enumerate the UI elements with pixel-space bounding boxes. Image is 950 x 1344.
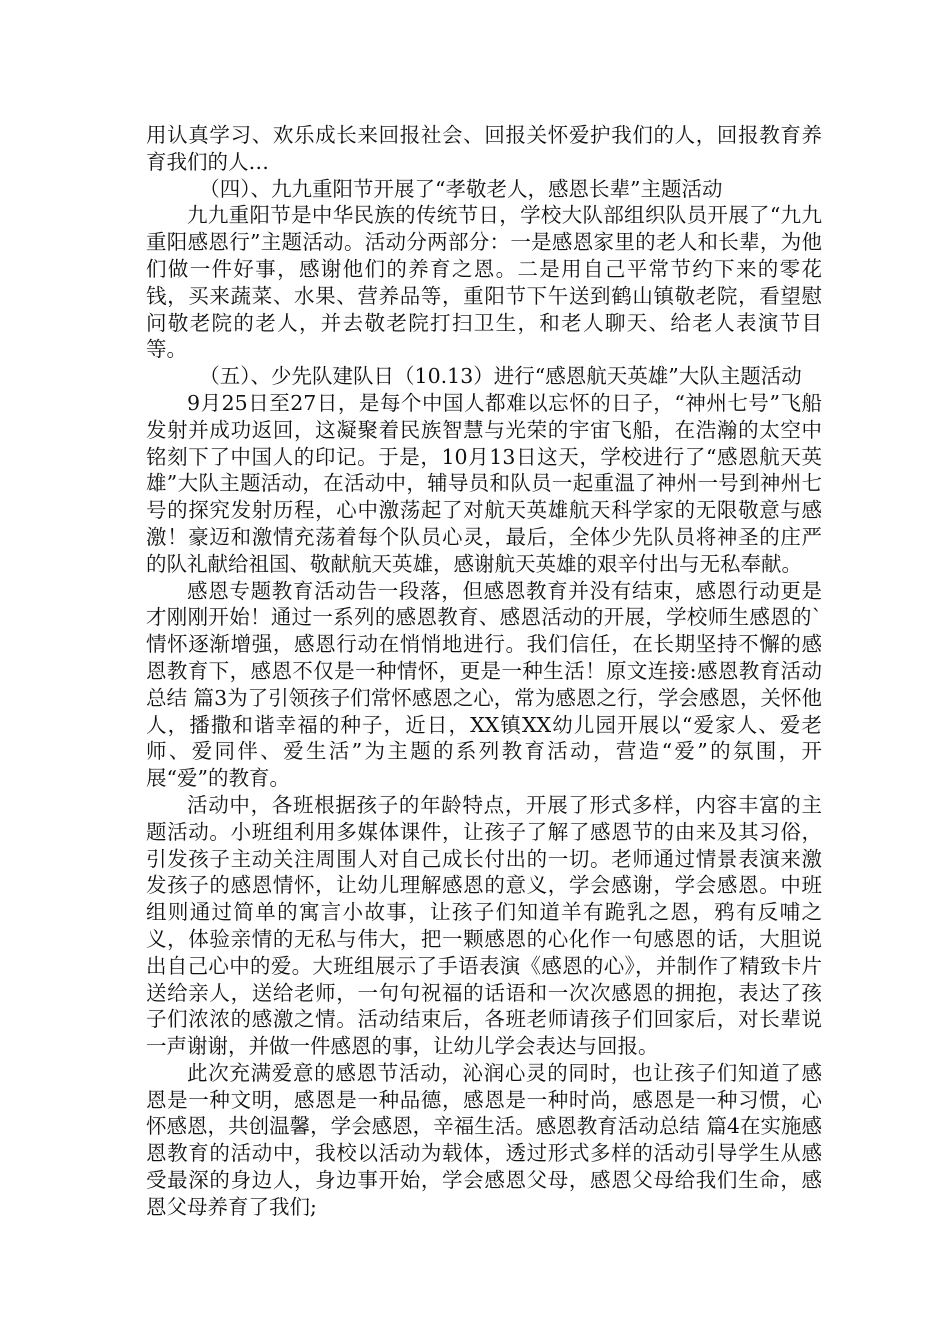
paragraph-closing-line: 用认真学习、欢乐成长来回报社会、回报关怀爱护我们的人，回报教育养育我们的人… [146, 123, 822, 174]
paragraph-double-ninth: 九九重阳节是中华民族的传统节日，学校大队部组织队员开展了“九九重阳感恩行”主题活动。活动分两部分：一是感恩家里的老人和长辈，为他们做一件好事，感谢他们的养育之恩。二是用自己平常节约下来的零花钱，买来蔬菜、水果、营养品等，重阳节下午送到鹤山镇敬老院，看望慰问敬老院的老人，并去敬老院打扫卫生，和老人聊天、给老人表演节目等。 [146, 203, 822, 362]
document-body [146, 122, 822, 1221]
paragraph-summary-article-3: 感恩专题教育活动告一段落，但感恩教育并没有结束，感恩行动更是才刚刚开始！通过一系列的感恩教育、感恩活动的开展，学校师生感恩的`情怀逐渐增强，感恩行动在悄悄地进行。我们信任，在长期坚持不懈的感恩教育下，感恩不仅是一种情怀，更是一种生活！原文连接:感恩教育活动总结 篇3为了引领孩子们常怀感恩之心，常为感恩之行，学会感恩，关怀他人，播撒和谐幸福的种子，近日，XX镇XX幼儿园开展以“爱家人、爱老师、爱同伴、爱生活”为主题的系列教育活动，营造“爱”的氛围，开展“爱”的教育。 [146, 578, 822, 791]
section-heading-five: （五）、少先队建队日（10.13）进行“感恩航天英雄”大队主题活动 [199, 364, 802, 389]
paragraph-article-4: 此次充满爱意的感恩节活动，沁润心灵的同时，也让孩子们知道了感恩是一种文明，感恩是一种品德，感恩是一种时尚，感恩是一种习惯，心怀感恩，共创温馨，学会感恩，辛福生活。感恩教育活动总结 篇4在实施感恩教育的活动中，我校以活动为载体，透过形式多样的活动引导学生从感受最深的身边人，身边事开始，学会感恩父母，感恩父母给我们生命，感恩父母养育了我们; [146, 1060, 822, 1219]
paragraph-class-activities: 活动中，各班根据孩子的年龄特点，开展了形式多样，内容丰富的主题活动。小班组利用多媒体课件，让孩子了解了感恩节的由来及其习俗，引发孩子主动关注周围人对自己成长付出的一切。老师通过情景表演来激发孩子的感恩情怀，让幼儿理解感恩的意义，学会感谢，学会感恩。中班组则通过简单的寓言小故事，让孩子们知道羊有跪乳之恩，鸦有反哺之义，体验亲情的无私与伟大，把一颗感恩的心化作一句感恩的话，大胆说出自己心中的爱。大班组展示了手语表演《感恩的心》，并制作了精致卡片送给亲人，送给老师，一句句祝福的话语和一次次感恩的拥抱，表达了孩子们浓浓的感激之情。活动结束后，各班老师请孩子们回家后，对长辈说一声谢谢，并做一件感恩的事，让幼儿学会表达与回报。 [146, 792, 822, 1059]
paragraph-space-heroes: 9月25日至27日，是每个中国人都难以忘怀的日子，“神州七号”飞船发射并成功返回，这凝聚着民族智慧与光荣的宇宙飞船，在浩瀚的太空中铭刻下了中国人的印记。于是，10月13日这天，学校进行了“感恩航天英雄”大队主题活动，在活动中，辅导员和队员一起重温了神州一号到神州七号的探究发射历程，心中激荡起了对航天英雄航天科学家的无限敬意与感激！豪迈和激情充荡着每个队员心灵，最后，全体少先队员将神圣的庄严的队礼献给祖国、敬献航天英雄，感谢航天英雄的艰辛付出与无私奉献。 [146, 390, 822, 576]
section-heading-four: （四）、九九重阳节开展了“孝敬老人，感恩长辈”主题活动 [199, 176, 723, 201]
